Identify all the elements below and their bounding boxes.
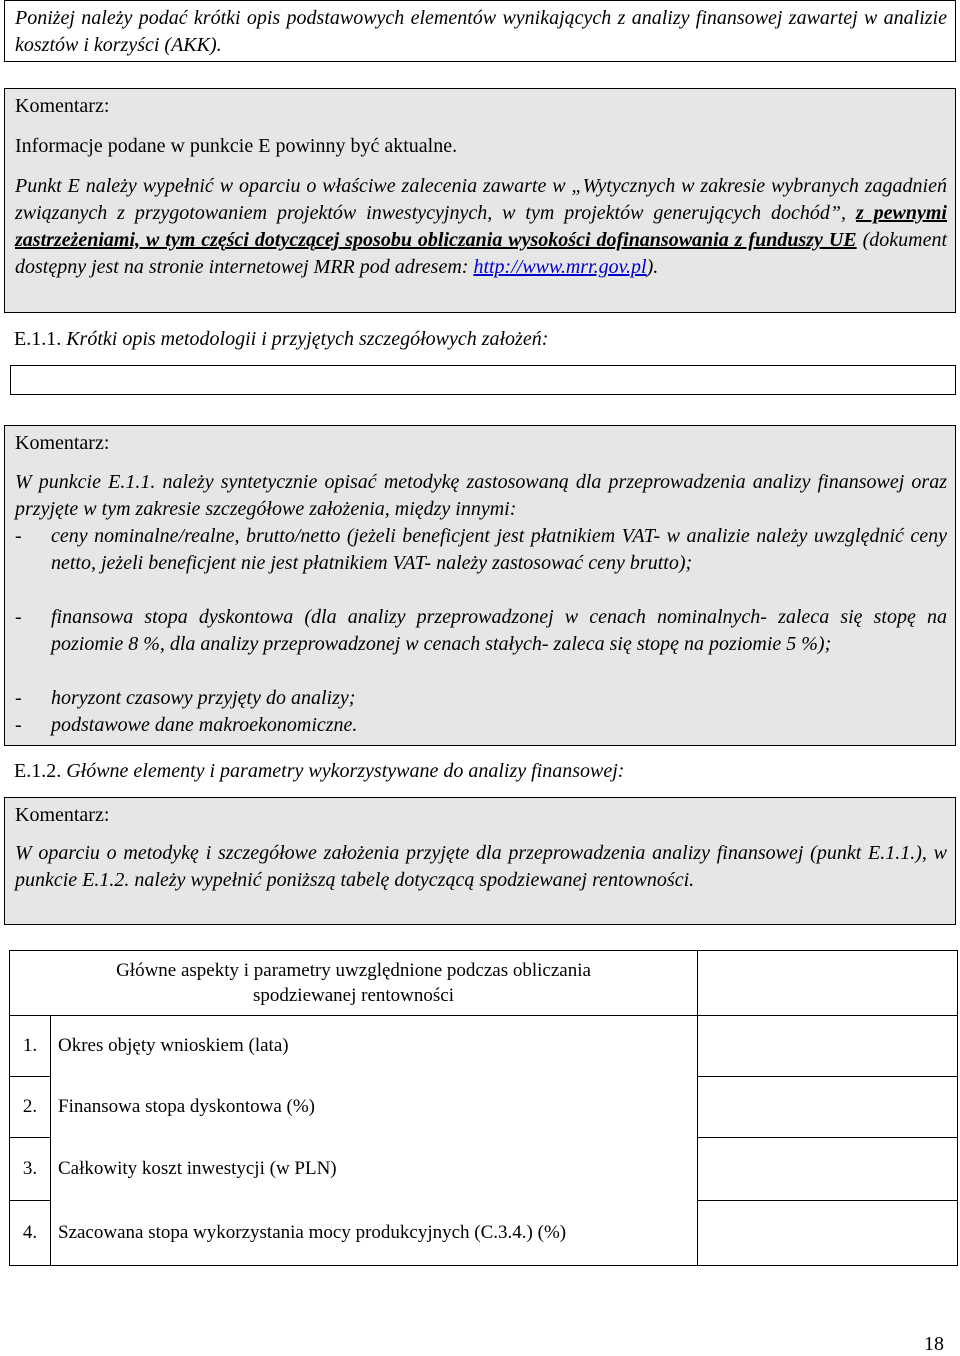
- value-cell[interactable]: [698, 951, 958, 1016]
- table-row: [10, 1201, 958, 1266]
- list-item: - podstawowe dane makroekonomiczne.: [15, 714, 358, 736]
- comment-box-1: [4, 88, 956, 313]
- list-item: - horyzont czasowy przyjęty do analizy;: [15, 687, 356, 709]
- value-cell[interactable]: [698, 1016, 958, 1077]
- section-heading-e11: E.1.1. Krótki opis metodologii i przyjętych szczegółowych założeń:: [14, 328, 549, 350]
- comment-line: Informacje podane w punkcie E powinny być aktualne.: [15, 135, 458, 157]
- comment-intro: W punkcie E.1.1. należy syntetycznie opisać metodykę zastosowaną dla przeprowadzenia analizy finansowej oraz przyjęte w tym zakresie szczegółowe założenia, między innymi:: [15, 471, 947, 520]
- row-number: 4.: [10, 1201, 51, 1266]
- intro-text: Poniżej należy podać krótki opis podstawowych elementów wynikających z analizy finansowej zawartej w analizie kosztów i korzyści (AKK).: [15, 7, 947, 56]
- list-item: - ceny nominalne/realne, brutto/netto (jeżeli beneficjent jest płatnikiem VAT- w analizie należy uwzględnić ceny netto, jeżeli beneficjent nie jest płatnikiem VAT- należy zastosować ceny brutto);: [15, 525, 947, 574]
- value-cell[interactable]: [698, 1077, 958, 1138]
- table-header-row: [10, 951, 958, 1016]
- row-number: 2.: [10, 1077, 51, 1138]
- table-header-cell: Główne aspekty i parametry uwzględnione podczas obliczania spodziewanej rentowności: [10, 951, 698, 1016]
- answer-field-e11[interactable]: [10, 365, 956, 395]
- value-cell[interactable]: [698, 1201, 958, 1266]
- comment-label: Komentarz:: [15, 432, 110, 454]
- list-item: - finansowa stopa dyskontowa (dla analizy przeprowadzonej w cenach nominalnych- zaleca się stopę na poziomie 8 %, dla analizy przeprowadzonej w cenach stałych- zaleca się stopę na poziomie 5 %);: [15, 606, 947, 655]
- comment-box-3: [4, 797, 956, 925]
- table-row: [10, 1138, 958, 1201]
- row-number: 1.: [10, 1016, 51, 1077]
- section-heading-e12: E.1.2. Główne elementy i parametry wykorzystywane do analizy finansowej:: [14, 760, 625, 782]
- value-cell[interactable]: [698, 1138, 958, 1201]
- row-label: Szacowana stopa wykorzystania mocy produkcyjnych (C.3.4.) (%): [51, 1201, 698, 1266]
- comment-text: W oparciu o metodykę i szczegółowe założenia przyjęte dla przeprowadzenia analizy finansowej (punkt E.1.1.), w punkcie E.1.2. należy wypełnić poniższą tabelę dotyczącą spodziewanej rentowności.: [15, 842, 947, 891]
- intro-box: [4, 0, 956, 62]
- table-row: [10, 1016, 958, 1077]
- mrr-link[interactable]: http://www.mrr.gov.pl: [473, 256, 647, 278]
- table-row: [10, 1077, 958, 1138]
- row-label: Okres objęty wnioskiem (lata): [51, 1016, 698, 1077]
- parameters-table: [9, 950, 958, 1266]
- row-label: Całkowity koszt inwestycji (w PLN): [51, 1138, 698, 1201]
- comment-box-2: [4, 425, 956, 746]
- comment-paragraph: Punkt E należy wypełnić w oparciu o właściwe zalecenia zawarte w „Wytycznych w zakresie wybranych zagadnień związanych z przygotowaniem projektów inwestycyjnych, w tym projektów generujących dochód”, z pewnymi zastrzeżeniami, w tym części dotyczącej sposobu obliczania wysokości dofinansowania z funduszy UE (dokument dostępny jest na stronie internetowej MRR pod adresem: http://www.mrr.gov.pl).: [15, 175, 948, 278]
- page-number: 18: [924, 1333, 944, 1355]
- bold-underlined-text: z pewnymi zastrzeżeniami, w tym części dotyczącej sposobu obliczania wysokości dofinansowania z funduszy UE: [15, 202, 947, 251]
- row-label: Finansowa stopa dyskontowa (%): [51, 1077, 698, 1138]
- comment-label: Komentarz:: [15, 95, 110, 117]
- comment-label: Komentarz:: [15, 804, 110, 826]
- row-number: 3.: [10, 1138, 51, 1201]
